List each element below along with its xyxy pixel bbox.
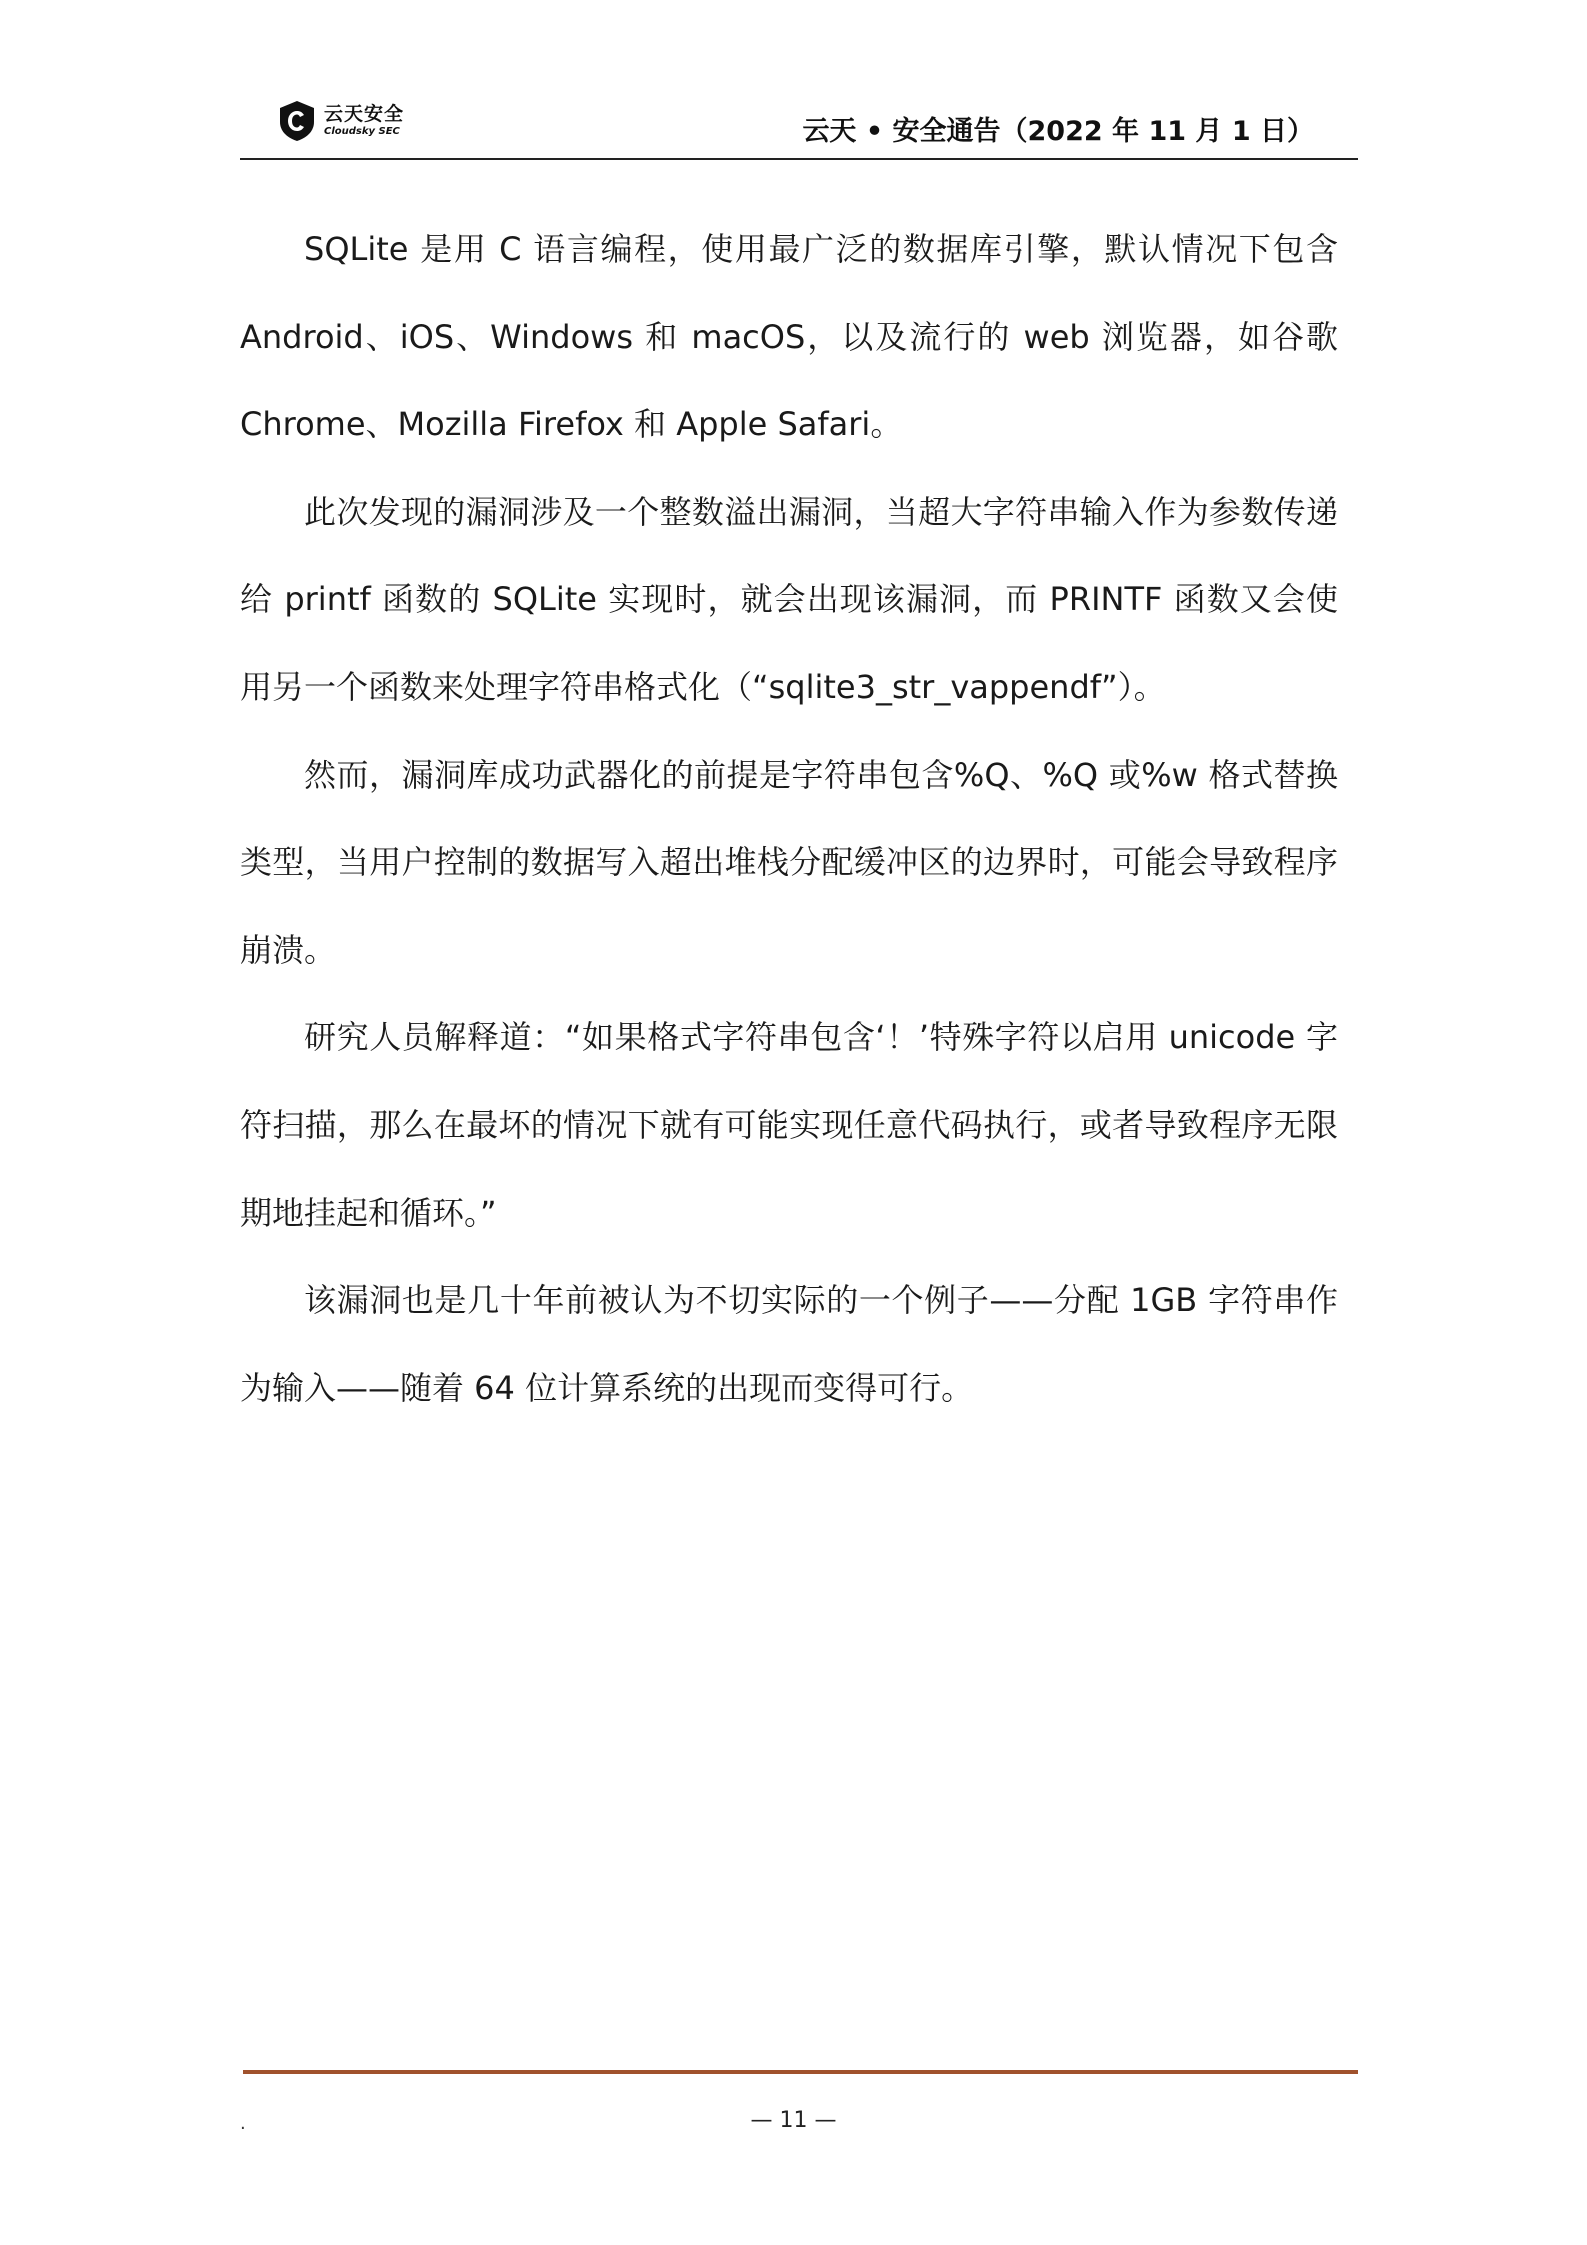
paragraph: 此次发现的漏洞涉及一个整数溢出漏洞，当超大字符串输入作为参数传递给 printf 函数的 SQLite 实现时，就会出现该漏洞，而 PRINTF 函数又会使用另一个函数来处理字符串格式化（“sqlite3_str_vappendf”）。	[240, 492, 1338, 706]
bulletin-title: 云天 • 安全通告（2022 年 11 月 1 日）	[802, 116, 1314, 147]
footer-mark: .	[240, 2113, 246, 2134]
logo-text	[324, 104, 404, 138]
header-divider	[240, 158, 1358, 160]
cloudsky-shield-logo-icon	[278, 100, 316, 142]
page-number: — 11 —	[750, 2108, 837, 2133]
cloudsky-logo	[278, 98, 404, 144]
page-header	[240, 92, 1358, 160]
paragraph: SQLite 是用 C 语言编程，使用最广泛的数据库引擎，默认情况下包含 Android、iOS、Windows 和 macOS，以及流行的 web 浏览器，如谷歌 Chrome、Mozilla Firefox 和 Apple Safari。	[240, 230, 1338, 444]
paragraph: 该漏洞也是几十年前被认为不切实际的一个例子——分配 1GB 字符串作为输入——随着 64 位计算系统的出现而变得可行。	[240, 1281, 1338, 1407]
paragraph: 研究人员解释道：“如果格式字符串包含‘！’特殊字符以启用 unicode 字符扫描，那么在最坏的情况下就有可能实现任意代码执行，或者导致程序无限期地挂起和循环。”	[240, 1018, 1338, 1232]
article-body	[240, 206, 1338, 1432]
footer-divider	[243, 2070, 1358, 2074]
paragraph: 然而，漏洞库成功武器化的前提是字符串包含%Q、%Q 或%w 格式替换类型，当用户控制的数据写入超出堆栈分配缓冲区的边界时，可能会导致程序崩溃。	[240, 755, 1338, 969]
logo-name-cn: 云天安全	[324, 103, 405, 125]
logo-name-en: Cloudsky SEC	[324, 126, 400, 137]
